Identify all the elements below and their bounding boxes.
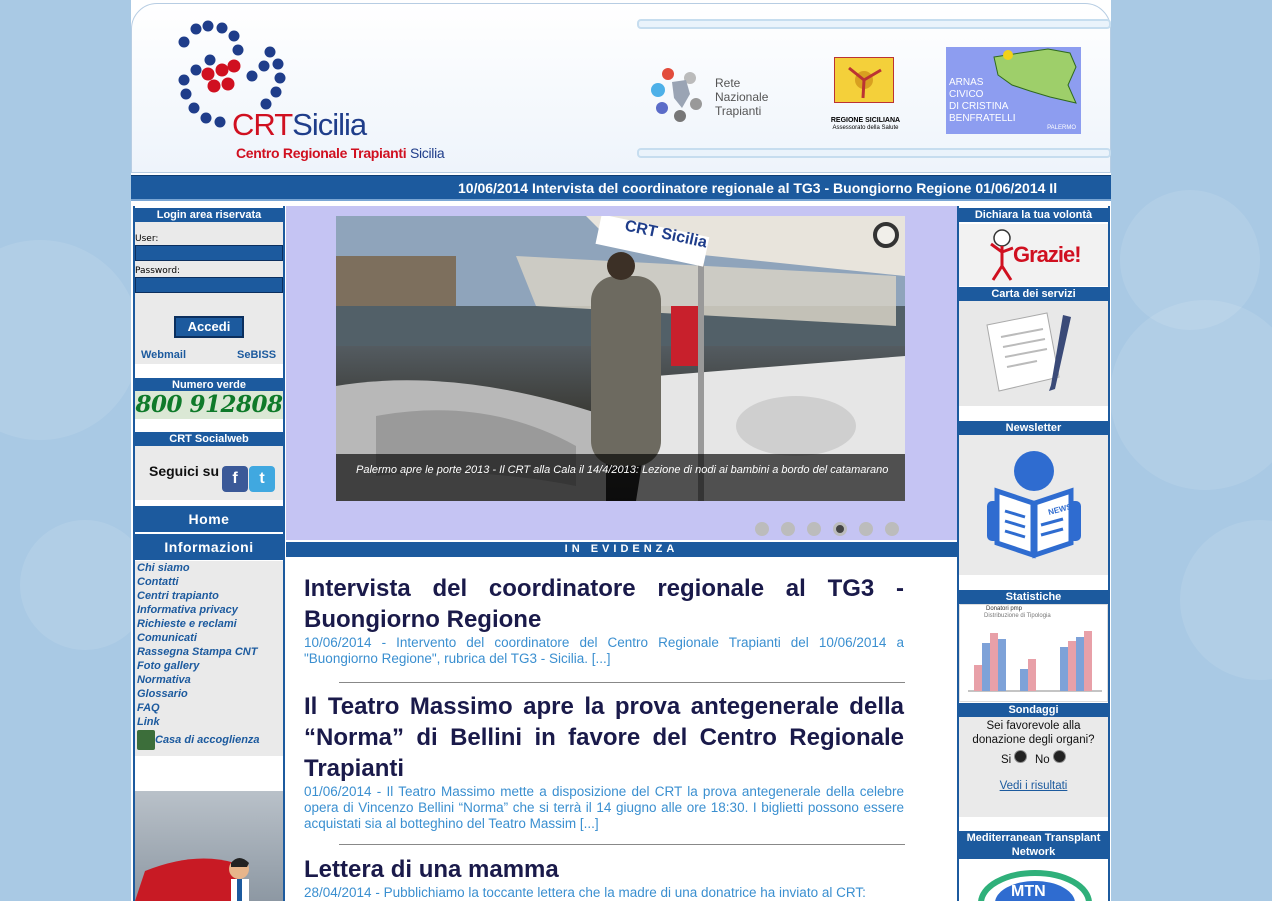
menu-home[interactable]: Home [135,506,283,532]
background-circle [1110,300,1272,490]
stat-bars-icon [964,621,1104,697]
rnt-line-3: Trapianti [715,104,762,118]
arnas-line-3: DI CRISTINA [949,101,1009,112]
news-item [304,573,904,667]
menu-informazioni[interactable]: Informazioni [135,534,283,560]
menu-item-chi-siamo[interactable]: Chi siamo [137,562,190,574]
rnt-line-2: Nazionale [715,90,769,104]
newsletter-reader-icon [979,451,1089,561]
facebook-icon[interactable]: f [222,466,248,492]
arnas-city: PALERMO [1047,125,1076,131]
news-item [304,691,904,832]
user-label: User: [135,234,159,244]
socialweb-title: CRT Socialweb [135,432,283,446]
image-slider [286,206,957,540]
password-label: Password: [135,266,181,276]
slide-caption-text: Palermo apre le porte 2013 - Il CRT alla Cala il 14/4/2013: Lezione di nodi ai bambini a bordo del catamarano [356,464,889,476]
statistiche-chart[interactable] [959,604,1108,702]
superhero-illustration [135,791,283,901]
menu-item-normativa[interactable]: Normativa [137,674,191,686]
slider-dot-6[interactable] [885,522,899,536]
newsletter-box[interactable] [959,435,1108,575]
site-header [131,3,1111,173]
slider-dot-3[interactable] [807,522,821,536]
left-sidebar [133,206,285,901]
slide-caption [336,454,905,501]
menu-item-comunicati[interactable]: Comunicati [137,632,197,644]
header-line-bottom [637,148,1111,158]
house-icon [137,730,155,750]
menu-item-rassegna-stampa[interactable]: Rassegna Stampa CNT [137,646,258,658]
rnt-line-1: Rete [715,76,741,90]
sondaggio-box [959,717,1108,817]
newsletter-title: Newsletter [959,421,1108,435]
user-input[interactable] [135,245,283,261]
menu-item-faq[interactable]: FAQ [137,702,160,714]
option-si[interactable] [1001,750,1027,766]
menu-item-richieste-reclami[interactable]: Richieste e reclami [137,618,237,630]
news-title[interactable]: Intervista del coordinatore regionale al TG3 - Buongiorno Regione [304,575,904,633]
stat-chart-title: Donatori pmp [986,606,1023,612]
news-item [304,854,904,901]
sondaggi-title: Sondaggi [959,703,1108,717]
sebiss-link[interactable]: SeBISS [237,349,277,361]
news-text[interactable]: 28/04/2014 - Pubblichiamo la toccante lettera che la madre di una donatrice ha inviato al CRT: [304,885,866,900]
numero-verde-title: Numero verde [135,378,283,392]
info-menu-list [135,561,283,756]
regione-label: REGIONE SICILIANA [830,117,901,124]
sondaggio-question: Sei favorevole alla donazione degli organi? [972,720,1095,746]
news-separator [339,844,905,845]
background-circle [1180,520,1272,680]
numero-verde-value[interactable]: 800 912808 [135,391,283,418]
assessorato-label: Assessorato della Salute [832,125,899,131]
main-content [286,206,957,901]
promo-image[interactable] [135,791,283,901]
seguici-label: Seguici su [149,463,220,479]
grazie-text: Grazie! [1013,242,1081,267]
menu-item-foto-gallery[interactable]: Foto gallery [137,660,200,672]
statistiche-title: Statistiche [959,590,1108,604]
mtn-logo[interactable] [959,861,1108,901]
arnas-logo[interactable] [946,47,1081,134]
arnas-line-4: BENFRATELLI [949,113,1016,124]
news-separator [339,682,905,683]
menu-item-informativa-privacy[interactable]: Informativa privacy [137,604,238,616]
rete-nazionale-trapianti-icon[interactable] [650,64,708,122]
slide-banner-text: CRT Sicilia [623,217,709,252]
carta-servizi-title: Carta dei servizi [959,287,1108,301]
radio-no[interactable] [1053,750,1066,763]
news-title[interactable]: Il Teatro Massimo apre la prova antegenerale della “Norma” di Bellini in favore del Centro Regionale Trapianti [304,693,904,782]
menu-item-glossario[interactable]: Glossario [137,688,188,700]
logo-sicilia-text: Sicilia [292,107,367,142]
right-sidebar [957,206,1110,901]
menu-item-link[interactable]: Link [137,716,160,728]
slider-dot-2[interactable] [781,522,795,536]
dichiara-volonta-title: Dichiara la tua volontà [959,208,1108,222]
slider-dot-5[interactable] [859,522,873,536]
arnas-label [949,77,1016,125]
arnas-line-1: ARNAS [949,77,984,88]
grazie-figure-icon [989,228,1015,282]
news-text[interactable]: 01/06/2014 - Il Teatro Massimo mette a disposizione del CRT la prova antegenerale della celebre opera di Vincenzo Bellini “Norma” che si terrà il 14 giugno alle ore 18:30. I biglietti possono essere acquistati sia al botteghino del Teatro Massim [...] [304,784,904,831]
casa-accoglienza-label: Casa di accoglienza [155,734,260,746]
header-line-top [637,19,1111,29]
logo-crt-text: CRT [232,107,293,142]
twitter-icon[interactable]: t [249,466,275,492]
document-pen-icon [977,307,1087,399]
arnas-line-2: CIVICO [949,89,984,100]
slider-pause-icon[interactable] [873,222,899,248]
rete-nazionale-trapianti-label [715,76,768,118]
slider-dot-4[interactable] [833,522,847,536]
logo-sub-main: Centro Regionale Trapianti [236,145,407,161]
news-ticker[interactable] [131,175,1111,201]
accedi-button[interactable]: Accedi [174,316,244,338]
option-no-label: No [1035,754,1050,766]
news-title[interactable]: Lettera di una mamma [304,856,559,883]
background-circle [0,240,140,440]
slider-dot-1[interactable] [755,522,769,536]
radio-si[interactable] [1014,750,1027,763]
webmail-link[interactable]: Webmail [141,349,187,361]
news-badge: NEWS [1047,502,1073,517]
mtn-logo-text: MTN [1011,883,1046,900]
login-box [135,222,283,364]
in-evidenza-title: IN EVIDENZA [286,542,957,557]
logo-sub-sicilia: Sicilia [409,145,445,161]
page-container [131,0,1111,901]
crt-logo-title [232,107,366,143]
login-title: Login area riservata [135,208,283,222]
menu-item-centri-trapianto[interactable]: Centri trapianto [137,590,219,602]
news-text[interactable]: 10/06/2014 - Intervento del coordinatore del Centro Regionale Trapianti del 10/06/2014 a "Buongiorno Regione", rubrica del TG3 - Sicilia. [...] [304,635,904,666]
menu-item-casa-accoglienza[interactable] [135,729,283,751]
menu-item-contatti[interactable]: Contatti [137,576,179,588]
slide-image[interactable] [336,216,905,501]
option-si-label: Si [1001,754,1012,766]
password-input[interactable] [135,277,283,293]
option-no[interactable] [1035,750,1066,766]
stat-chart-subtitle: Distribuzione di Tipologia [984,613,1051,619]
carta-servizi-image[interactable] [959,301,1108,406]
grazie-banner[interactable] [959,224,1108,286]
crt-logo-subtitle [236,145,444,161]
mtn-title: Mediterranean Transplant Network [959,831,1108,859]
vedi-risultati-link[interactable]: Vedi i risultati [999,780,1068,792]
ticker-text[interactable]: 10/06/2014 Intervista del coordinatore regionale al TG3 - Buongiorno Regione 01/06/2014 Il [458,180,1058,196]
regione-siciliana-emblem-icon[interactable] [834,57,894,103]
